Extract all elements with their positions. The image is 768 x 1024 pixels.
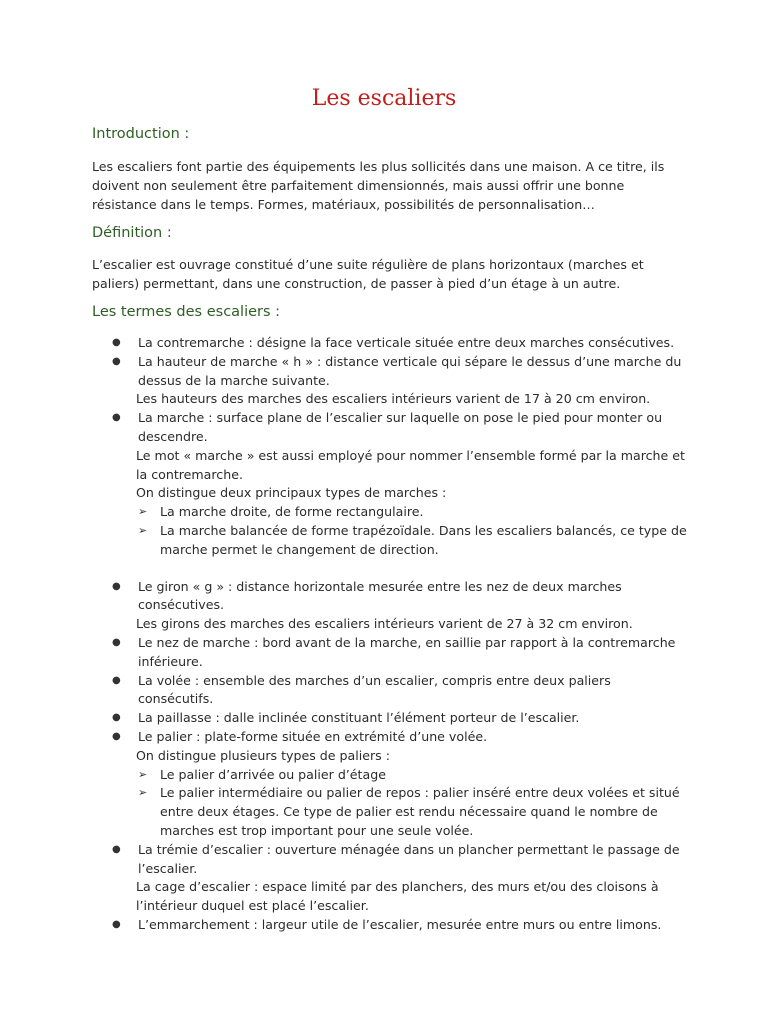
term-text: La marche : surface plane de l’escalier sur laquelle on pose le pied pour monter ou descendre. xyxy=(138,410,663,444)
arrow-bullet-icon: ➢ xyxy=(138,505,148,519)
list-item xyxy=(92,353,687,409)
bullet-icon: ● xyxy=(112,712,121,724)
term-text: Le giron « g » : distance horizontale mesurée entre les nez de deux marches consécutives. xyxy=(138,578,622,613)
term-note: La cage d’escalier : espace limité par des planchers, des murs et/ou des cloisons à l’intérieur duquel est placé l’escalier. xyxy=(136,879,659,914)
list-item xyxy=(138,503,687,522)
spacer xyxy=(138,560,687,578)
term-note: On distingue deux principaux types de marches : xyxy=(136,485,447,501)
subitem-text: La marche droite, de forme rectangulaire. xyxy=(160,504,424,520)
terms-list xyxy=(92,334,687,935)
term-note: Les girons des marches des escaliers intérieurs varient de 27 à 32 cm environ. xyxy=(136,616,633,632)
list-item xyxy=(92,409,687,577)
bullet-icon: ● xyxy=(112,580,121,592)
term-note: Les hauteurs des marches des escaliers intérieurs varient de 17 à 20 cm environ. xyxy=(136,391,651,407)
bullet-icon: ● xyxy=(112,918,121,930)
introduction-heading: Introduction : xyxy=(92,126,190,142)
term-text: La trémie d’escalier : ouverture ménagée dans un plancher permettant le passage de l’escalier. xyxy=(138,841,680,876)
arrow-bullet-icon: ➢ xyxy=(138,523,148,537)
list-item xyxy=(92,841,687,916)
list-item xyxy=(92,672,687,710)
list-item xyxy=(92,709,687,728)
list-item xyxy=(92,578,687,634)
marche-types-list xyxy=(138,503,687,559)
list-item xyxy=(92,916,687,935)
term-text: La contremarche : désigne la face verticale située entre deux marches consécutives. xyxy=(138,335,675,350)
term-text: L’emmarchement : largeur utile de l’escalier, mesurée entre murs ou entre limons. xyxy=(138,916,662,932)
bullet-icon: ● xyxy=(112,412,121,424)
subitem-text: La marche balancée de forme trapézoïdale. Dans les escaliers balancés, ce type de marche permet le changement de direction. xyxy=(160,522,687,557)
bullet-icon: ● xyxy=(112,843,121,855)
definition-text: L’escalier est ouvrage constitué d’une suite régulière de plans horizontaux (marches et paliers) permettant, dans une construction, de passer à pied d’un étage à un autre. xyxy=(92,257,644,291)
arrow-bullet-icon: ➢ xyxy=(138,767,148,781)
bullet-icon: ● xyxy=(112,674,121,686)
term-text: La hauteur de marche « h » : distance verticale qui sépare le dessus d’une marche du dessus de la marche suivante. xyxy=(138,353,682,388)
list-item xyxy=(92,728,687,841)
term-text: La paillasse : dalle inclinée constituant l’élément porteur de l’escalier. xyxy=(138,710,580,726)
bullet-icon: ● xyxy=(112,355,121,367)
subitem-text: Le palier d’arrivée ou palier d’étage xyxy=(160,766,386,782)
bullet-icon: ● xyxy=(112,337,121,348)
bullet-icon: ● xyxy=(112,730,121,742)
list-item xyxy=(92,334,687,353)
arrow-bullet-icon: ➢ xyxy=(138,786,148,800)
list-item xyxy=(92,634,687,672)
list-item xyxy=(138,766,687,785)
term-text: La volée : ensemble des marches d’un escalier, compris entre deux paliers consécutifs. xyxy=(138,672,611,707)
term-text: Le nez de marche : bord avant de la marche, en saillie par rapport à la contremarche inférieure. xyxy=(138,634,676,669)
subitem-text: Le palier intermédiaire ou palier de repos : palier inséré entre deux volées et situé entre deux étages. Ce type de palier est rendu nécessaire quand le nombre de marches est trop important pour une seule volée. xyxy=(160,785,680,838)
term-text: Le palier : plate-forme située en extrémité d’une volée. xyxy=(138,728,488,744)
page-title: Les escaliers xyxy=(311,86,457,111)
list-item xyxy=(138,522,687,560)
terms-heading: Les termes des escaliers : xyxy=(92,304,281,320)
term-note: Le mot « marche » est aussi employé pour nommer l’ensemble formé par la marche et la contremarche. xyxy=(136,447,685,482)
bullet-icon: ● xyxy=(112,636,121,648)
introduction-text: Les escaliers font partie des équipements les plus sollicités dans une maison. A ce titre, ils doivent non seulement être parfaitement dimensionnés, mais aussi offrir une bonne résistance dans le temps. Formes, matériaux, possibilités de personnalisation… xyxy=(92,159,665,212)
list-item xyxy=(138,784,687,840)
palier-types-list xyxy=(138,766,687,841)
definition-heading: Définition : xyxy=(92,225,172,241)
term-note: On distingue plusieurs types de paliers : xyxy=(136,747,390,763)
